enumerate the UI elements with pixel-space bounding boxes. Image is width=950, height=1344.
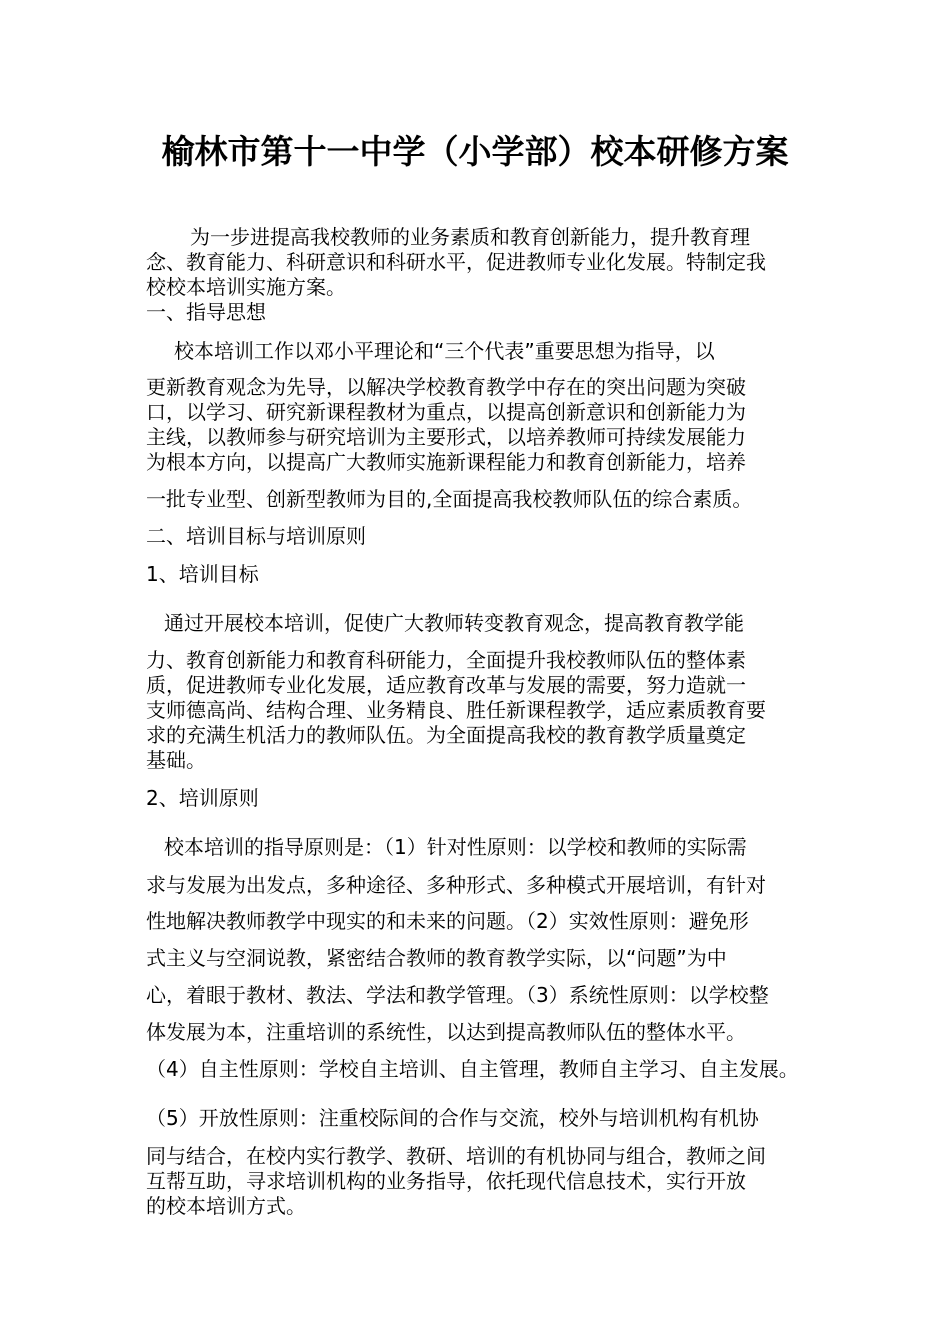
goal-line-2: 力、教育创新能力和教育科研能力，全面提升我校教师队伍的整体素 xyxy=(146,648,746,672)
principle-line-6: 体发展为本，注重培训的系统性，以达到提高教师队伍的整体水平。 xyxy=(146,1020,746,1044)
principle-line-7: （4）自主性原则：学校自主培训、自主管理，教师自主学习、自主发展。 xyxy=(146,1057,799,1081)
guideline-line-5: 为根本方向，以提高广大教师实施新课程能力和教育创新能力，培养 xyxy=(146,450,746,474)
guideline-line-1: 校本培训工作以邓小平理论和“三个代表”重要思想为指导，以 xyxy=(174,339,715,363)
intro-line-2: 念、教育能力、科研意识和科研水平，促进教师专业化发展。特制定我 xyxy=(146,250,766,274)
guideline-line-3: 口，以学习、研究新课程教材为重点，以提高创新意识和创新能力为 xyxy=(146,400,746,424)
principle-line-2: 求与发展为出发点，多种途径、多种形式、多种模式开展培训，有针对 xyxy=(146,873,766,897)
principle-line-8: （5）开放性原则：注重校际间的合作与交流，校外与培训机构有机协 xyxy=(146,1106,759,1130)
principle-line-3: 性地解决教师教学中现实的和未来的问题。（2）实效性原则：避免形 xyxy=(146,909,749,933)
document-title: 榆林市第十一中学（小学部）校本研修方案 xyxy=(161,132,789,171)
principle-line-11: 的校本培训方式。 xyxy=(146,1194,306,1218)
section-heading-1: 一、指导思想 xyxy=(146,300,266,324)
goal-line-5: 求的充满生机活力的教师队伍。为全面提高我校的教育教学质量奠定 xyxy=(146,723,746,747)
intro-line-3: 校校本培训实施方案。 xyxy=(146,275,346,299)
goal-line-1: 通过开展校本培训，促使广大教师转变教育观念，提高教育教学能 xyxy=(164,611,744,635)
principle-line-5: 心，着眼于教材、教法、学法和教学管理。（3）系统性原则：以学校整 xyxy=(146,983,769,1007)
section-heading-2: 二、培训目标与培训原则 xyxy=(146,524,366,548)
principle-line-10: 互帮互助，寻求培训机构的业务指导，依托现代信息技术，实行开放 xyxy=(146,1169,746,1193)
subsection-heading-2: 2、培训原则 xyxy=(146,786,259,810)
intro-line-1: 为一步进提高我校教师的业务素质和教育创新能力，提升教育理 xyxy=(190,225,750,249)
goal-line-6: 基础。 xyxy=(146,748,206,772)
principle-line-4: 式主义与空洞说教，紧密结合教师的教育教学实际，以“问题”为中 xyxy=(146,946,727,970)
goal-line-4: 支师德高尚、结构合理、业务精良、胜任新课程教学，适应素质教育要 xyxy=(146,698,766,722)
guideline-line-4: 主线，以教师参与研究培训为主要形式，以培养教师可持续发展能力 xyxy=(146,425,746,449)
guideline-line-6: 一批专业型、创新型教师为目的,全面提高我校教师队伍的综合素质。 xyxy=(146,487,753,511)
guideline-line-2: 更新教育观念为先导，以解决学校教育教学中存在的突出问题为突破 xyxy=(146,375,746,399)
principle-line-9: 同与结合，在校内实行教学、教研、培训的有机协同与组合，教师之间 xyxy=(146,1144,766,1168)
goal-line-3: 质，促进教师专业化发展，适应教育改革与发展的需要，努力造就一 xyxy=(146,673,746,697)
subsection-heading-1: 1、培训目标 xyxy=(146,562,259,586)
principle-line-1: 校本培训的指导原则是：（1）针对性原则：以学校和教师的实际需 xyxy=(164,835,747,859)
